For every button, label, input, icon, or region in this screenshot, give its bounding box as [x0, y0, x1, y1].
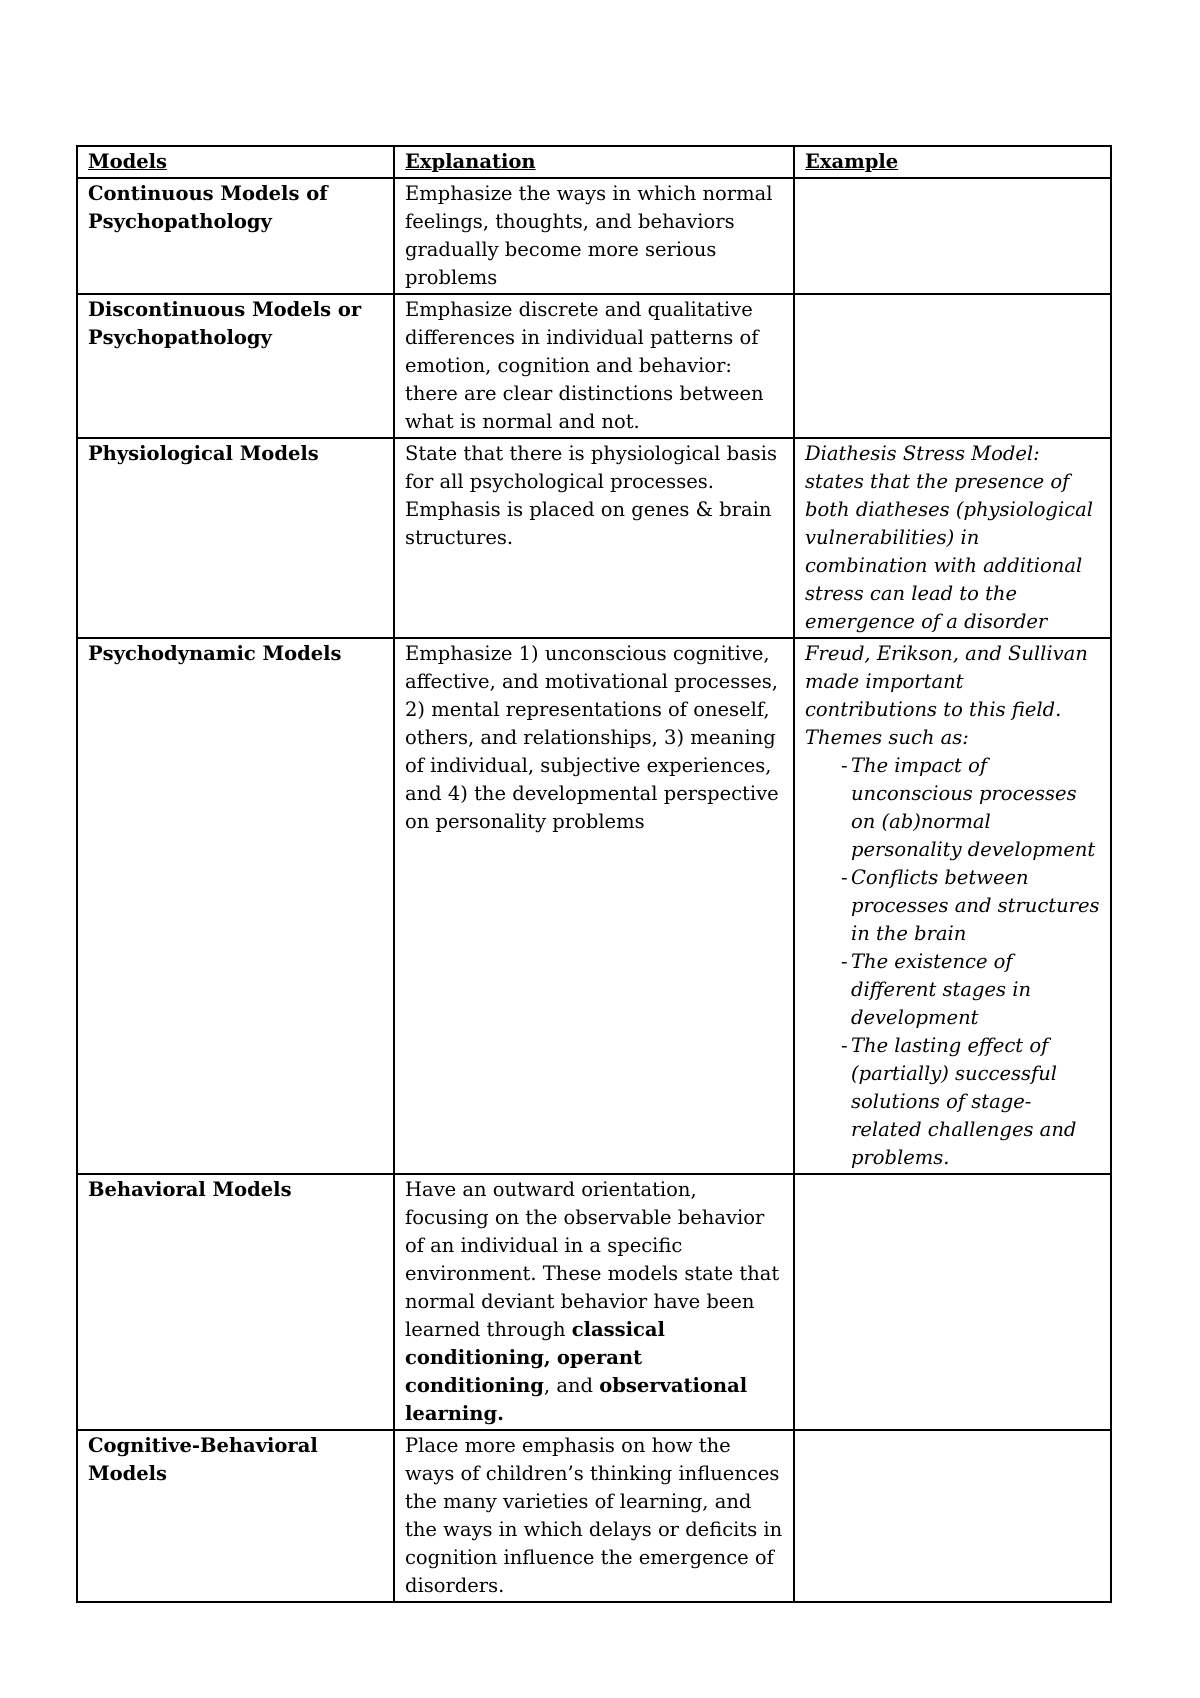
table-row	[77, 438, 1111, 638]
header-explanation: Explanation	[394, 146, 794, 178]
model-name: Continuous Models of Psychopathology	[88, 182, 328, 233]
bullet-dash: -	[841, 866, 848, 889]
model-name: Psychodynamic Models	[88, 642, 342, 665]
example-intro: Freud, Erikson, and Sullivan made important contributions to this field. Themes such as:	[805, 642, 1088, 749]
example-cell	[794, 638, 1111, 1174]
example-cell: Diathesis Stress Model: states that the presence of both diatheses (physiological vulnerabilities) in combination with additional stress can lead to the emergence of a disorder	[794, 438, 1111, 638]
explanation-cell: Emphasize 1) unconscious cognitive, affective, and motivational processes, 2) mental representations of oneself, others, and relationships, 3) meaning of individual, subjective experiences, and 4) the developmental perspective on personality problems	[394, 638, 794, 1174]
explanation-cell: Emphasize the ways in which normal feelings, thoughts, and behaviors gradually become more serious problems	[394, 178, 794, 294]
list-item: - The lasting effect of (partially) successful solutions of stage-related challenges and problems.	[841, 1034, 1077, 1169]
list-item: - Conflicts between processes and structures in the brain	[841, 866, 1100, 945]
header-example: Example	[794, 146, 1111, 178]
example-cell	[794, 1174, 1111, 1430]
model-cell	[77, 1430, 394, 1602]
term-observational-learning: observational learning.	[405, 1374, 748, 1425]
example-cell	[794, 178, 1111, 294]
explanation-cell: State that there is physiological basis for all psychological processes. Emphasis is placed on genes & brain structures.	[394, 438, 794, 638]
explanation-cell: Emphasize discrete and qualitative differences in individual patterns of emotion, cognition and behavior: there are clear distinctions between what is normal and not.	[394, 294, 794, 438]
model-cell	[77, 438, 394, 638]
explanation-cell: Place more emphasis on how the ways of children’s thinking influences the many varieties of learning, and the ways in which delays or deficits in cognition influence the emergence of disorders.	[394, 1430, 794, 1602]
table-header-row	[77, 146, 1111, 178]
example-cell	[794, 1430, 1111, 1602]
term-classical-conditioning: classical conditioning,	[405, 1318, 665, 1369]
table-row	[77, 1430, 1111, 1602]
model-cell	[77, 1174, 394, 1430]
explanation-cell: Have an outward orientation, focusing on the observable behavior of an individual in a specific environment. These models state that normal deviant behavior have been learned through classical conditioning, operant conditioning, and observational learning.	[394, 1174, 794, 1430]
model-name: Discontinuous Models or Psychopathology	[88, 298, 362, 349]
header-models: Models	[77, 146, 394, 178]
model-name: Physiological Models	[88, 442, 319, 465]
table-row	[77, 178, 1111, 294]
model-name: Cognitive-Behavioral Models	[88, 1434, 318, 1485]
bullet-dash: -	[841, 950, 848, 973]
table-row	[77, 1174, 1111, 1430]
model-cell	[77, 294, 394, 438]
model-name: Behavioral Models	[88, 1178, 292, 1201]
list-item: - The existence of different stages in development	[841, 950, 1032, 1029]
term-operant-conditioning: operant conditioning	[405, 1346, 643, 1397]
example-bullet-list	[805, 752, 1100, 1172]
bullet-dash: -	[841, 1034, 848, 1057]
table-row	[77, 294, 1111, 438]
models-table	[76, 145, 1112, 1603]
list-item: - The impact of unconscious processes on (ab)normal personality development	[841, 754, 1096, 861]
bullet-dash: -	[841, 754, 848, 777]
model-cell	[77, 638, 394, 1174]
model-cell	[77, 178, 394, 294]
table-row	[77, 638, 1111, 1174]
example-cell	[794, 294, 1111, 438]
